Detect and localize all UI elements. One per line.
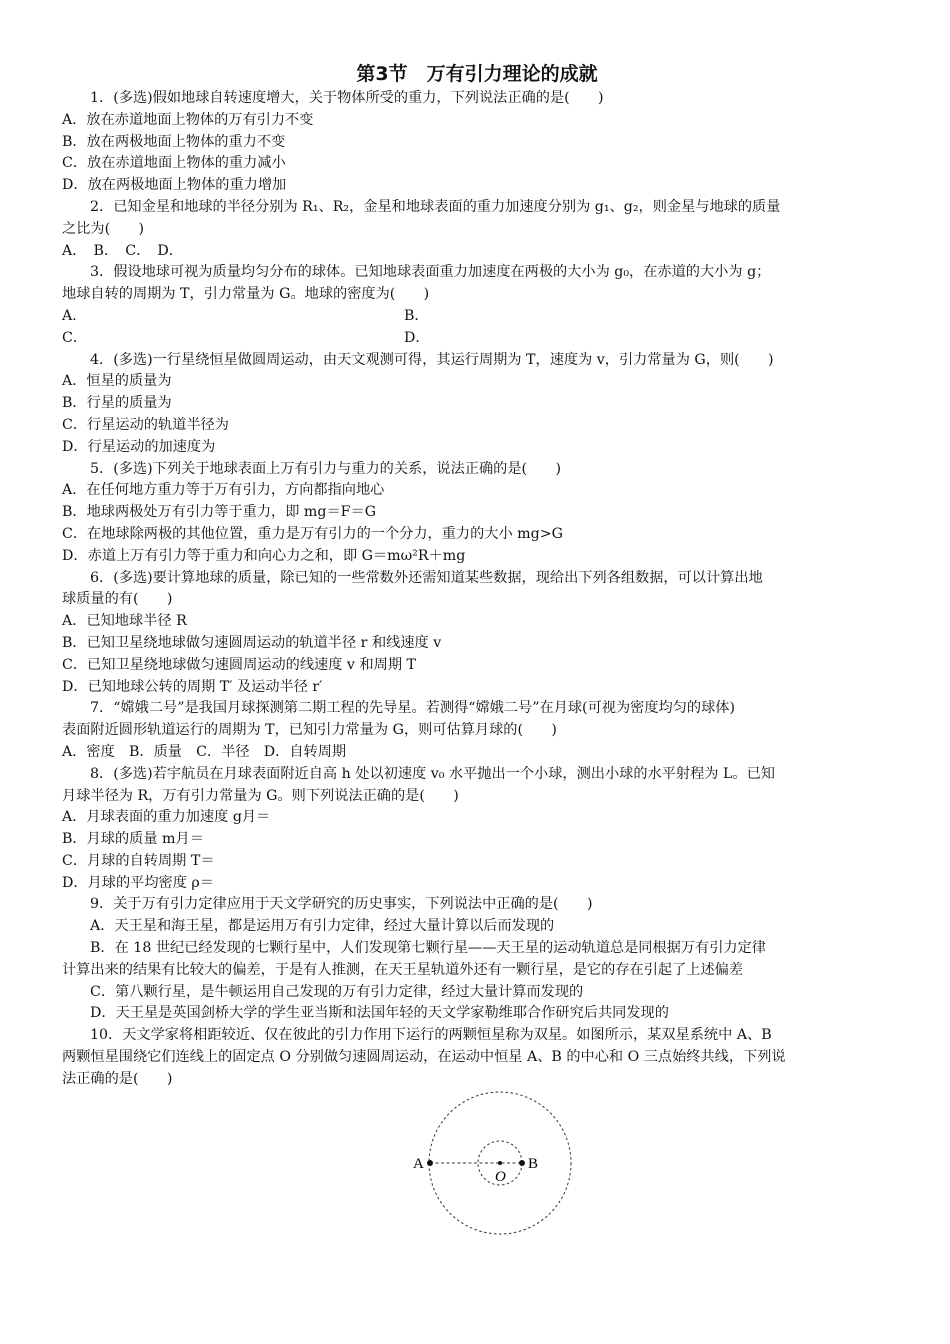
label-o: O — [495, 1169, 506, 1185]
question-6-stem-line2: 球质量的有( ) — [62, 591, 173, 608]
question-7-stem-line2: 表面附近圆形轨道运行的周期为 T，已知引力常量为 G，则可估算月球的( ) — [62, 722, 557, 739]
question-5-option-d: D．赤道上万有引力等于重力和向心力之和，即 G＝mω²R＋mg — [62, 547, 466, 564]
star-b-dot — [519, 1160, 525, 1166]
question-4-stem: 4．(多选)一行星绕恒星做圆周运动，由天文观测可得，其运行周期为 T，速度为 v，引力常量为 G，则( ) — [90, 351, 774, 368]
question-5-option-c: C．在地球除两极的其他位置，重力是万有引力的一个分力，重力的大小 mg>G — [62, 525, 563, 542]
question-9-option-c: C．第八颗行星，是牛顿运用自己发现的万有引力定律，经过大量计算而发现的 — [90, 983, 584, 1000]
question-2-options: A． B． C． D． — [62, 242, 183, 259]
question-10-stem-line3: 法正确的是( ) — [62, 1070, 173, 1087]
star-a-dot — [427, 1160, 433, 1166]
question-8-stem-line2: 月球半径为 R，万有引力常量为 G。则下列说法正确的是( ) — [62, 787, 459, 804]
question-8-stem-line1: 8．(多选)若宇航员在月球表面附近自高 h 处以初速度 v₀ 水平抛出一个小球，测出小球的水平射程为 L。已知 — [90, 765, 775, 782]
question-6-option-c: C．已知卫星绕地球做匀速圆周运动的线速度 v 和周期 T — [62, 656, 416, 673]
question-9-stem: 9．关于万有引力定律应用于天文学研究的历史事实，下列说法中正确的是( ) — [90, 896, 593, 913]
question-4-option-a: A．恒星的质量为 — [62, 373, 172, 390]
question-7-options: A．密度 B．质量 C．半径 D．自转周期 — [62, 743, 347, 760]
question-10-stem-line2: 两颗恒星围绕它们连线上的固定点 O 分别做匀速圆周运动，在运动中恒星 A、B 的中心和 O 三点始终共线，下列说 — [62, 1049, 786, 1066]
question-8-option-b: B．月球的质量 m月＝ — [62, 831, 204, 848]
question-1-option-c: C．放在赤道地面上物体的重力减小 — [62, 155, 286, 172]
center-o-dot — [498, 1161, 502, 1165]
label-a: A — [413, 1156, 424, 1172]
question-5-option-b: B．地球两极处万有引力等于重力，即 mg＝F＝G — [62, 504, 377, 521]
question-4-option-b: B．行星的质量为 — [62, 395, 172, 412]
question-5-option-a: A．在任何地方重力等于万有引力，方向都指向地心 — [62, 482, 385, 499]
question-3-option-b: B． — [404, 307, 429, 324]
question-1-option-d: D．放在两极地面上物体的重力增加 — [62, 177, 287, 194]
question-3-options-row2 — [62, 328, 892, 350]
question-1-option-a: A．放在赤道地面上物体的万有引力不变 — [62, 111, 314, 128]
question-9-option-b-line2: 计算出来的结果有比较大的偏差，于是有人推测，在天王星轨道外还有一颗行星，是它的存在引起了上述偏差 — [62, 961, 744, 978]
question-9-option-d: D．天王星是英国剑桥大学的学生亚当斯和法国年轻的天文学家勒维耶合作研究后共同发现的 — [90, 1005, 669, 1022]
binary-star-diagram — [410, 1068, 580, 1258]
question-3-stem-line1: 3．假设地球可视为质量均匀分布的球体。已知地球表面重力加速度在两极的大小为 g₀，在赤道的大小为 g； — [90, 264, 771, 281]
question-5-stem: 5．(多选)下列关于地球表面上万有引力与重力的关系，说法正确的是( ) — [90, 460, 561, 477]
question-8-option-a: A．月球表面的重力加速度 g月＝ — [62, 809, 271, 826]
question-4-option-c: C．行星运动的轨道半径为 — [62, 416, 229, 433]
question-1-option-b: B．放在两极地面上物体的重力不变 — [62, 133, 286, 150]
question-1-stem: 1．(多选)假如地球自转速度增大，关于物体所受的重力，下列说法正确的是( ) — [90, 90, 604, 106]
question-3-option-a: A． — [62, 307, 87, 324]
question-8-option-c: C．月球的自转周期 T＝ — [62, 852, 215, 869]
page-title: 第3节 万有引力理论的成就 — [356, 63, 598, 85]
question-6-option-a: A．已知地球半径 R — [62, 613, 187, 630]
question-3-options-row1 — [62, 306, 892, 328]
question-6-option-b: B．已知卫星绕地球做匀速圆周运动的轨道半径 r 和线速度 v — [62, 634, 442, 651]
question-10-stem-line1: 10．天文学家将相距较近、仅在彼此的引力作用下运行的两颗恒星称为双星。如图所示，某双星系统中 A、B — [90, 1027, 772, 1044]
question-2-stem-line2: 之比为( ) — [62, 220, 145, 237]
question-9-option-a: A．天王星和海王星，都是运用万有引力定律，经过大量计算以后而发现的 — [90, 918, 555, 935]
question-2-stem-line1: 2．已知金星和地球的半径分别为 R₁、R₂，金星和地球表面的重力加速度分别为 g₁、g₂，则金星与地球的质量 — [90, 198, 781, 215]
question-6-option-d: D．已知地球公转的周期 T′ 及运动半径 r′ — [62, 678, 323, 695]
question-3-option-d: D． — [404, 329, 430, 346]
question-6-stem-line1: 6．(多选)要计算地球的质量，除已知的一些常数外还需知道某些数据，现给出下列各组数据，可以计算出地 — [90, 569, 763, 586]
question-3-stem-line2: 地球自转的周期为 T，引力常量为 G。地球的密度为( ) — [62, 286, 430, 303]
worksheet — [62, 60, 892, 1091]
question-8-option-d: D．月球的平均密度 ρ＝ — [62, 874, 214, 891]
question-9-option-b-line1: B．在 18 世纪已经发现的七颗行星中，人们发现第七颗行星——天王星的运动轨道总是同根据万有引力定律 — [90, 940, 766, 957]
question-3-option-c: C． — [62, 329, 88, 346]
question-4-option-d: D．行星运动的加速度为 — [62, 438, 216, 455]
label-b: B — [528, 1156, 539, 1172]
question-7-stem-line1: 7．“嫦娥二号”是我国月球探测第二期工程的先导星。若测得“嫦娥二号”在月球(可视为密度均匀的球体) — [90, 700, 735, 717]
